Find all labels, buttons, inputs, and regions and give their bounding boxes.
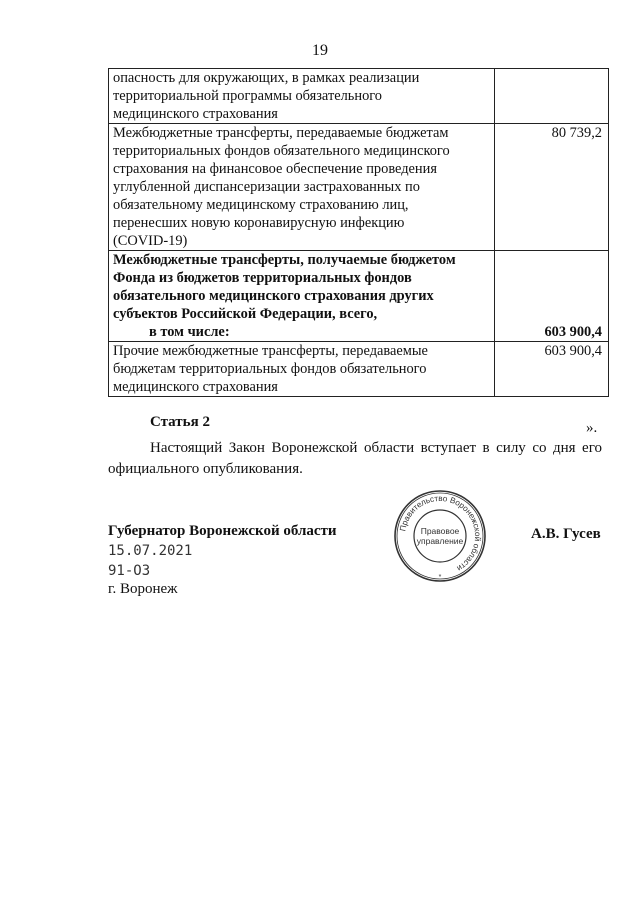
table-text-line: (COVID-19) [113, 233, 188, 249]
table-text-line: опасность для окружающих, в рамках реализации [113, 70, 420, 86]
table-cell-description [109, 124, 495, 251]
table-cell-amount: 80 739,2 [495, 124, 609, 251]
table-subline: в том числе: [149, 324, 230, 340]
table-text-line: обязательного медицинского страхования других [113, 288, 434, 304]
article-heading: Статья 2 [150, 414, 210, 430]
table-text-line: территориальных фондов обязательного медицинского [113, 143, 450, 159]
table-cell-description [109, 342, 495, 397]
law-date: 15.07.2021 [108, 543, 193, 559]
table-text-line: Межбюджетные трансферты, передаваемые бюджетам [113, 125, 449, 141]
official-stamp-icon [392, 488, 488, 584]
table-row [109, 69, 609, 124]
table-text-line: Межбюджетные трансферты, получаемые бюджетом [113, 252, 456, 268]
table-text-line: территориальной программы обязательного [113, 88, 383, 104]
city: г. Воронеж [108, 581, 178, 597]
stamp-outer-text: Правительство Воронежской области [398, 493, 483, 574]
table-cell-description [109, 251, 495, 342]
table-cell-amount: 603 900,4 [495, 342, 609, 397]
table-text-line: субъектов Российской Федерации, всего, [113, 306, 378, 322]
table-text-line: Фонда из бюджетов территориальных фондов [113, 270, 412, 286]
table-cell-amount: 603 900,4 [495, 251, 609, 342]
page-number: 19 [312, 42, 328, 59]
stamp-inner-text-2: управление [416, 536, 464, 546]
stamp-inner-text-1: Правовое [420, 526, 460, 536]
table-row [109, 124, 609, 251]
table-cell-description [109, 69, 495, 124]
table-text-line: обязательному медицинскому страхованию лиц, [113, 197, 409, 213]
closing-quote: ». [586, 420, 598, 436]
svg-text:*: * [438, 574, 442, 581]
table-text-line: медицинского страхования [113, 106, 278, 122]
table-text-line: медицинского страхования [113, 379, 278, 395]
article-text: Настоящий Закон Воронежской области вступает в силу со дня его официального опубликования. [108, 440, 602, 477]
governor-title: Губернатор Воронежской области [108, 523, 337, 539]
budget-table [108, 68, 609, 397]
table-text-line: бюджетам территориальных фондов обязательного [113, 361, 427, 377]
table-cell-amount [495, 69, 609, 124]
table-text-line: углубленной диспансеризации застрахованных по [113, 179, 420, 195]
table-text-line: страхования на финансовое обеспечение проведения [113, 161, 437, 177]
table-text-line: перенесших новую коронавирусную инфекцию [113, 215, 405, 231]
table-row-total [109, 251, 609, 342]
law-number: 91-ОЗ [108, 563, 151, 579]
table-text-line: Прочие межбюджетные трансферты, передаваемые [113, 343, 428, 359]
table-row [109, 342, 609, 397]
signer-name: А.В. Гусев [531, 526, 601, 542]
